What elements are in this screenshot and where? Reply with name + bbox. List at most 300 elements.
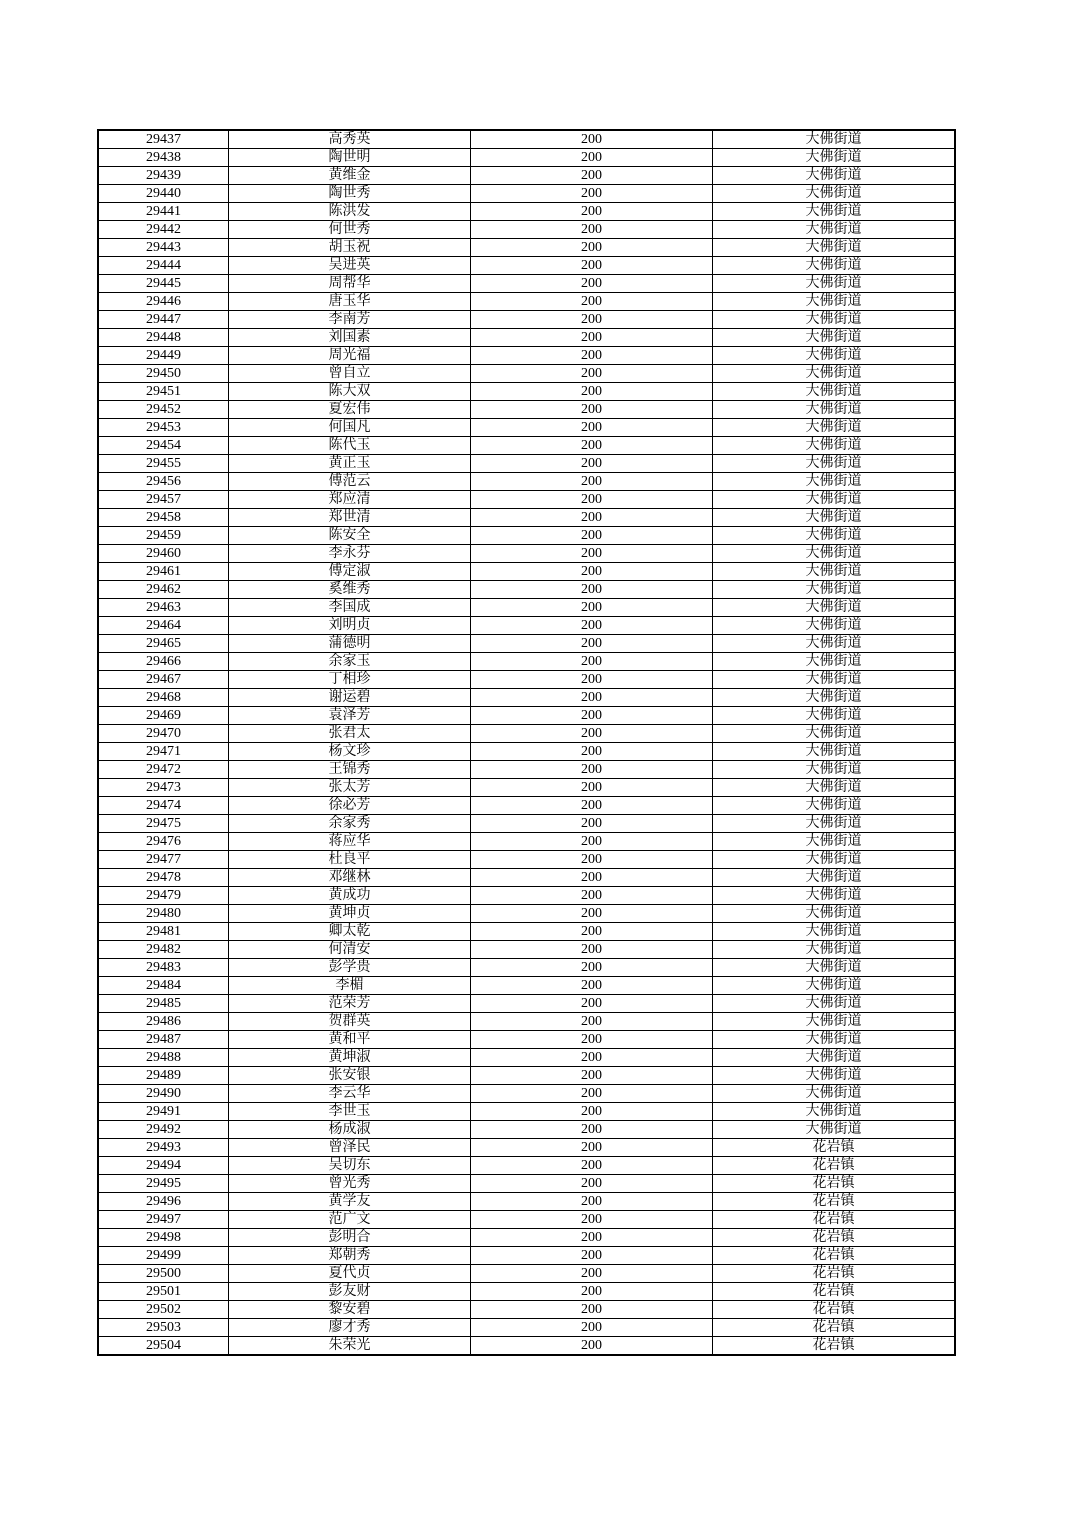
table-row <box>98 689 955 707</box>
table-row <box>98 1139 955 1157</box>
table-row <box>98 581 955 599</box>
table-row <box>98 419 955 437</box>
amount-cell: 200 <box>471 905 713 923</box>
row-number-cell: 29449 <box>98 347 229 365</box>
amount-cell: 200 <box>471 1211 713 1229</box>
table-row <box>98 563 955 581</box>
area-cell: 大佛街道 <box>713 959 956 977</box>
name-cell: 陶世明 <box>229 149 471 167</box>
area-cell: 大佛街道 <box>713 1013 956 1031</box>
row-number-cell: 29501 <box>98 1283 229 1301</box>
row-number-cell: 29480 <box>98 905 229 923</box>
table-row <box>98 671 955 689</box>
amount-cell: 200 <box>471 203 713 221</box>
row-number-cell: 29438 <box>98 149 229 167</box>
name-cell: 吴进英 <box>229 257 471 275</box>
row-number-cell: 29479 <box>98 887 229 905</box>
area-cell: 大佛街道 <box>713 725 956 743</box>
row-number-cell: 29497 <box>98 1211 229 1229</box>
row-number-cell: 29481 <box>98 923 229 941</box>
row-number-cell: 29439 <box>98 167 229 185</box>
area-cell: 大佛街道 <box>713 887 956 905</box>
row-number-cell: 29461 <box>98 563 229 581</box>
table-row <box>98 1013 955 1031</box>
amount-cell: 200 <box>471 689 713 707</box>
area-cell: 大佛街道 <box>713 167 956 185</box>
table-row <box>98 653 955 671</box>
row-number-cell: 29486 <box>98 1013 229 1031</box>
name-cell: 张太芳 <box>229 779 471 797</box>
name-cell: 曾自立 <box>229 365 471 383</box>
row-number-cell: 29455 <box>98 455 229 473</box>
name-cell: 彭学贵 <box>229 959 471 977</box>
name-cell: 黄和平 <box>229 1031 471 1049</box>
table-row <box>98 437 955 455</box>
table-row <box>98 203 955 221</box>
row-number-cell: 29473 <box>98 779 229 797</box>
area-cell: 花岩镇 <box>713 1211 956 1229</box>
name-cell: 刘明贞 <box>229 617 471 635</box>
amount-cell: 200 <box>471 130 713 149</box>
amount-cell: 200 <box>471 581 713 599</box>
area-cell: 大佛街道 <box>713 977 956 995</box>
row-number-cell: 29458 <box>98 509 229 527</box>
table-row <box>98 1085 955 1103</box>
area-cell: 大佛街道 <box>713 995 956 1013</box>
name-cell: 黄坤淑 <box>229 1049 471 1067</box>
amount-cell: 200 <box>471 797 713 815</box>
row-number-cell: 29447 <box>98 311 229 329</box>
area-cell: 花岩镇 <box>713 1337 956 1356</box>
table-row <box>98 1283 955 1301</box>
area-cell: 大佛街道 <box>713 401 956 419</box>
amount-cell: 200 <box>471 959 713 977</box>
row-number-cell: 29451 <box>98 383 229 401</box>
area-cell: 大佛街道 <box>713 275 956 293</box>
name-cell: 吴切东 <box>229 1157 471 1175</box>
name-cell: 郑世清 <box>229 509 471 527</box>
table-row <box>98 1247 955 1265</box>
row-number-cell: 29496 <box>98 1193 229 1211</box>
row-number-cell: 29467 <box>98 671 229 689</box>
amount-cell: 200 <box>471 1067 713 1085</box>
table-row <box>98 545 955 563</box>
area-cell: 大佛街道 <box>713 545 956 563</box>
table-row <box>98 221 955 239</box>
name-cell: 何世秀 <box>229 221 471 239</box>
row-number-cell: 29450 <box>98 365 229 383</box>
name-cell: 邓继林 <box>229 869 471 887</box>
name-cell: 李永芬 <box>229 545 471 563</box>
table-row <box>98 599 955 617</box>
amount-cell: 200 <box>471 725 713 743</box>
amount-cell: 200 <box>471 743 713 761</box>
area-cell: 大佛街道 <box>713 1121 956 1139</box>
row-number-cell: 29446 <box>98 293 229 311</box>
row-number-cell: 29485 <box>98 995 229 1013</box>
amount-cell: 200 <box>471 1265 713 1283</box>
row-number-cell: 29443 <box>98 239 229 257</box>
table-row <box>98 1229 955 1247</box>
name-cell: 范荣芳 <box>229 995 471 1013</box>
amount-cell: 200 <box>471 869 713 887</box>
table-row <box>98 1211 955 1229</box>
area-cell: 大佛街道 <box>713 635 956 653</box>
name-cell: 黄维金 <box>229 167 471 185</box>
table-row <box>98 1121 955 1139</box>
table-row <box>98 491 955 509</box>
area-cell: 花岩镇 <box>713 1247 956 1265</box>
name-cell: 黄成功 <box>229 887 471 905</box>
amount-cell: 200 <box>471 1229 713 1247</box>
area-cell: 大佛街道 <box>713 293 956 311</box>
table-row <box>98 527 955 545</box>
area-cell: 大佛街道 <box>713 761 956 779</box>
name-cell: 蒲德明 <box>229 635 471 653</box>
area-cell: 大佛街道 <box>713 779 956 797</box>
area-cell: 大佛街道 <box>713 1031 956 1049</box>
area-cell: 大佛街道 <box>713 130 956 149</box>
amount-cell: 200 <box>471 1103 713 1121</box>
amount-cell: 200 <box>471 437 713 455</box>
area-cell: 大佛街道 <box>713 257 956 275</box>
name-cell: 黄坤贞 <box>229 905 471 923</box>
table-row <box>98 149 955 167</box>
table-row <box>98 905 955 923</box>
table-row <box>98 1175 955 1193</box>
amount-cell: 200 <box>471 491 713 509</box>
name-cell: 廖才秀 <box>229 1319 471 1337</box>
area-cell: 花岩镇 <box>713 1139 956 1157</box>
name-cell: 高秀英 <box>229 130 471 149</box>
name-cell: 郑应清 <box>229 491 471 509</box>
row-number-cell: 29483 <box>98 959 229 977</box>
area-cell: 大佛街道 <box>713 455 956 473</box>
area-cell: 大佛街道 <box>713 1103 956 1121</box>
table-row <box>98 1265 955 1283</box>
amount-cell: 200 <box>471 239 713 257</box>
row-number-cell: 29462 <box>98 581 229 599</box>
name-cell: 张安银 <box>229 1067 471 1085</box>
amount-cell: 200 <box>471 761 713 779</box>
row-number-cell: 29453 <box>98 419 229 437</box>
row-number-cell: 29472 <box>98 761 229 779</box>
area-cell: 大佛街道 <box>713 851 956 869</box>
row-number-cell: 29465 <box>98 635 229 653</box>
name-cell: 余家秀 <box>229 815 471 833</box>
table-row <box>98 329 955 347</box>
table-row <box>98 311 955 329</box>
amount-cell: 200 <box>471 1013 713 1031</box>
amount-cell: 200 <box>471 329 713 347</box>
table-row <box>98 167 955 185</box>
table-row <box>98 725 955 743</box>
area-cell: 大佛街道 <box>713 905 956 923</box>
name-cell: 黎安碧 <box>229 1301 471 1319</box>
amount-cell: 200 <box>471 1319 713 1337</box>
area-cell: 大佛街道 <box>713 437 956 455</box>
name-cell: 傅定淑 <box>229 563 471 581</box>
area-cell: 大佛街道 <box>713 419 956 437</box>
name-cell: 卿太乾 <box>229 923 471 941</box>
name-cell: 陈安全 <box>229 527 471 545</box>
area-cell: 大佛街道 <box>713 599 956 617</box>
row-number-cell: 29503 <box>98 1319 229 1337</box>
amount-cell: 200 <box>471 509 713 527</box>
name-cell: 李国成 <box>229 599 471 617</box>
amount-cell: 200 <box>471 1301 713 1319</box>
table-row <box>98 185 955 203</box>
name-cell: 曾光秀 <box>229 1175 471 1193</box>
name-cell: 余家玉 <box>229 653 471 671</box>
area-cell: 大佛街道 <box>713 239 956 257</box>
row-number-cell: 29444 <box>98 257 229 275</box>
area-cell: 花岩镇 <box>713 1319 956 1337</box>
row-number-cell: 29494 <box>98 1157 229 1175</box>
name-cell: 何国凡 <box>229 419 471 437</box>
row-number-cell: 29452 <box>98 401 229 419</box>
amount-cell: 200 <box>471 1193 713 1211</box>
roster-table <box>97 129 956 1356</box>
row-number-cell: 29502 <box>98 1301 229 1319</box>
table-row <box>98 1337 955 1356</box>
amount-cell: 200 <box>471 185 713 203</box>
row-number-cell: 29448 <box>98 329 229 347</box>
amount-cell: 200 <box>471 995 713 1013</box>
name-cell: 夏代贞 <box>229 1265 471 1283</box>
row-number-cell: 29491 <box>98 1103 229 1121</box>
row-number-cell: 29440 <box>98 185 229 203</box>
name-cell: 黄正玉 <box>229 455 471 473</box>
row-number-cell: 29437 <box>98 130 229 149</box>
table-row <box>98 995 955 1013</box>
amount-cell: 200 <box>471 1121 713 1139</box>
name-cell: 王锦秀 <box>229 761 471 779</box>
table-row <box>98 707 955 725</box>
amount-cell: 200 <box>471 473 713 491</box>
table-row <box>98 509 955 527</box>
row-number-cell: 29492 <box>98 1121 229 1139</box>
amount-cell: 200 <box>471 383 713 401</box>
name-cell: 徐必芳 <box>229 797 471 815</box>
amount-cell: 200 <box>471 1283 713 1301</box>
amount-cell: 200 <box>471 833 713 851</box>
row-number-cell: 29476 <box>98 833 229 851</box>
table-row <box>98 275 955 293</box>
area-cell: 大佛街道 <box>713 185 956 203</box>
amount-cell: 200 <box>471 923 713 941</box>
amount-cell: 200 <box>471 887 713 905</box>
row-number-cell: 29490 <box>98 1085 229 1103</box>
area-cell: 大佛街道 <box>713 203 956 221</box>
amount-cell: 200 <box>471 599 713 617</box>
table-row <box>98 617 955 635</box>
row-number-cell: 29498 <box>98 1229 229 1247</box>
table-row <box>98 869 955 887</box>
area-cell: 花岩镇 <box>713 1175 956 1193</box>
table-row <box>98 401 955 419</box>
area-cell: 大佛街道 <box>713 869 956 887</box>
name-cell: 杜良平 <box>229 851 471 869</box>
amount-cell: 200 <box>471 977 713 995</box>
table-row <box>98 815 955 833</box>
amount-cell: 200 <box>471 365 713 383</box>
table-row <box>98 779 955 797</box>
name-cell: 陈代玉 <box>229 437 471 455</box>
area-cell: 大佛街道 <box>713 923 956 941</box>
amount-cell: 200 <box>471 401 713 419</box>
area-cell: 大佛街道 <box>713 149 956 167</box>
row-number-cell: 29499 <box>98 1247 229 1265</box>
row-number-cell: 29441 <box>98 203 229 221</box>
row-number-cell: 29471 <box>98 743 229 761</box>
amount-cell: 200 <box>471 419 713 437</box>
area-cell: 大佛街道 <box>713 941 956 959</box>
area-cell: 大佛街道 <box>713 1049 956 1067</box>
row-number-cell: 29495 <box>98 1175 229 1193</box>
row-number-cell: 29463 <box>98 599 229 617</box>
amount-cell: 200 <box>471 311 713 329</box>
amount-cell: 200 <box>471 671 713 689</box>
table-row <box>98 347 955 365</box>
table-row <box>98 761 955 779</box>
name-cell: 袁泽芳 <box>229 707 471 725</box>
table-row <box>98 851 955 869</box>
row-number-cell: 29474 <box>98 797 229 815</box>
table-row <box>98 130 955 149</box>
row-number-cell: 29470 <box>98 725 229 743</box>
name-cell: 李云华 <box>229 1085 471 1103</box>
name-cell: 李世玉 <box>229 1103 471 1121</box>
table-row <box>98 293 955 311</box>
area-cell: 大佛街道 <box>713 491 956 509</box>
amount-cell: 200 <box>471 527 713 545</box>
amount-cell: 200 <box>471 1157 713 1175</box>
row-number-cell: 29469 <box>98 707 229 725</box>
amount-cell: 200 <box>471 1049 713 1067</box>
area-cell: 大佛街道 <box>713 833 956 851</box>
row-number-cell: 29464 <box>98 617 229 635</box>
name-cell: 陈大双 <box>229 383 471 401</box>
table-row <box>98 257 955 275</box>
name-cell: 夏宏伟 <box>229 401 471 419</box>
row-number-cell: 29478 <box>98 869 229 887</box>
amount-cell: 200 <box>471 617 713 635</box>
area-cell: 大佛街道 <box>713 347 956 365</box>
area-cell: 花岩镇 <box>713 1157 956 1175</box>
row-number-cell: 29466 <box>98 653 229 671</box>
name-cell: 刘国素 <box>229 329 471 347</box>
area-cell: 大佛街道 <box>713 527 956 545</box>
area-cell: 花岩镇 <box>713 1193 956 1211</box>
row-number-cell: 29487 <box>98 1031 229 1049</box>
table-row <box>98 455 955 473</box>
row-number-cell: 29493 <box>98 1139 229 1157</box>
table-row <box>98 1301 955 1319</box>
name-cell: 彭明合 <box>229 1229 471 1247</box>
name-cell: 曾泽民 <box>229 1139 471 1157</box>
amount-cell: 200 <box>471 257 713 275</box>
area-cell: 大佛街道 <box>713 743 956 761</box>
row-number-cell: 29477 <box>98 851 229 869</box>
row-number-cell: 29488 <box>98 1049 229 1067</box>
amount-cell: 200 <box>471 563 713 581</box>
amount-cell: 200 <box>471 545 713 563</box>
area-cell: 大佛街道 <box>713 815 956 833</box>
area-cell: 大佛街道 <box>713 365 956 383</box>
area-cell: 大佛街道 <box>713 383 956 401</box>
table-row <box>98 365 955 383</box>
area-cell: 大佛街道 <box>713 671 956 689</box>
area-cell: 大佛街道 <box>713 329 956 347</box>
row-number-cell: 29500 <box>98 1265 229 1283</box>
area-cell: 大佛街道 <box>713 311 956 329</box>
name-cell: 胡玉祝 <box>229 239 471 257</box>
table-row <box>98 383 955 401</box>
area-cell: 花岩镇 <box>713 1301 956 1319</box>
amount-cell: 200 <box>471 851 713 869</box>
row-number-cell: 29468 <box>98 689 229 707</box>
name-cell: 彭友财 <box>229 1283 471 1301</box>
amount-cell: 200 <box>471 635 713 653</box>
row-number-cell: 29475 <box>98 815 229 833</box>
name-cell: 奚维秀 <box>229 581 471 599</box>
name-cell: 陶世秀 <box>229 185 471 203</box>
amount-cell: 200 <box>471 1085 713 1103</box>
name-cell: 李南芳 <box>229 311 471 329</box>
table-row <box>98 473 955 491</box>
amount-cell: 200 <box>471 707 713 725</box>
area-cell: 大佛街道 <box>713 689 956 707</box>
amount-cell: 200 <box>471 347 713 365</box>
area-cell: 大佛街道 <box>713 707 956 725</box>
area-cell: 大佛街道 <box>713 563 956 581</box>
amount-cell: 200 <box>471 275 713 293</box>
name-cell: 郑朝秀 <box>229 1247 471 1265</box>
table-row <box>98 1067 955 1085</box>
table-row <box>98 743 955 761</box>
table-row <box>98 923 955 941</box>
name-cell: 周光福 <box>229 347 471 365</box>
name-cell: 张君太 <box>229 725 471 743</box>
table-row <box>98 635 955 653</box>
amount-cell: 200 <box>471 455 713 473</box>
area-cell: 大佛街道 <box>713 581 956 599</box>
row-number-cell: 29457 <box>98 491 229 509</box>
name-cell: 杨成淑 <box>229 1121 471 1139</box>
amount-cell: 200 <box>471 1175 713 1193</box>
table-row <box>98 1157 955 1175</box>
name-cell: 傅范云 <box>229 473 471 491</box>
table-row <box>98 833 955 851</box>
area-cell: 大佛街道 <box>713 221 956 239</box>
amount-cell: 200 <box>471 293 713 311</box>
row-number-cell: 29489 <box>98 1067 229 1085</box>
name-cell: 范广文 <box>229 1211 471 1229</box>
amount-cell: 200 <box>471 1337 713 1356</box>
amount-cell: 200 <box>471 815 713 833</box>
area-cell: 大佛街道 <box>713 1067 956 1085</box>
name-cell: 黄学友 <box>229 1193 471 1211</box>
table-row <box>98 959 955 977</box>
row-number-cell: 29459 <box>98 527 229 545</box>
table-row <box>98 1193 955 1211</box>
amount-cell: 200 <box>471 779 713 797</box>
row-number-cell: 29482 <box>98 941 229 959</box>
name-cell: 唐玉华 <box>229 293 471 311</box>
name-cell: 谢运碧 <box>229 689 471 707</box>
roster-table-body <box>98 130 955 1355</box>
